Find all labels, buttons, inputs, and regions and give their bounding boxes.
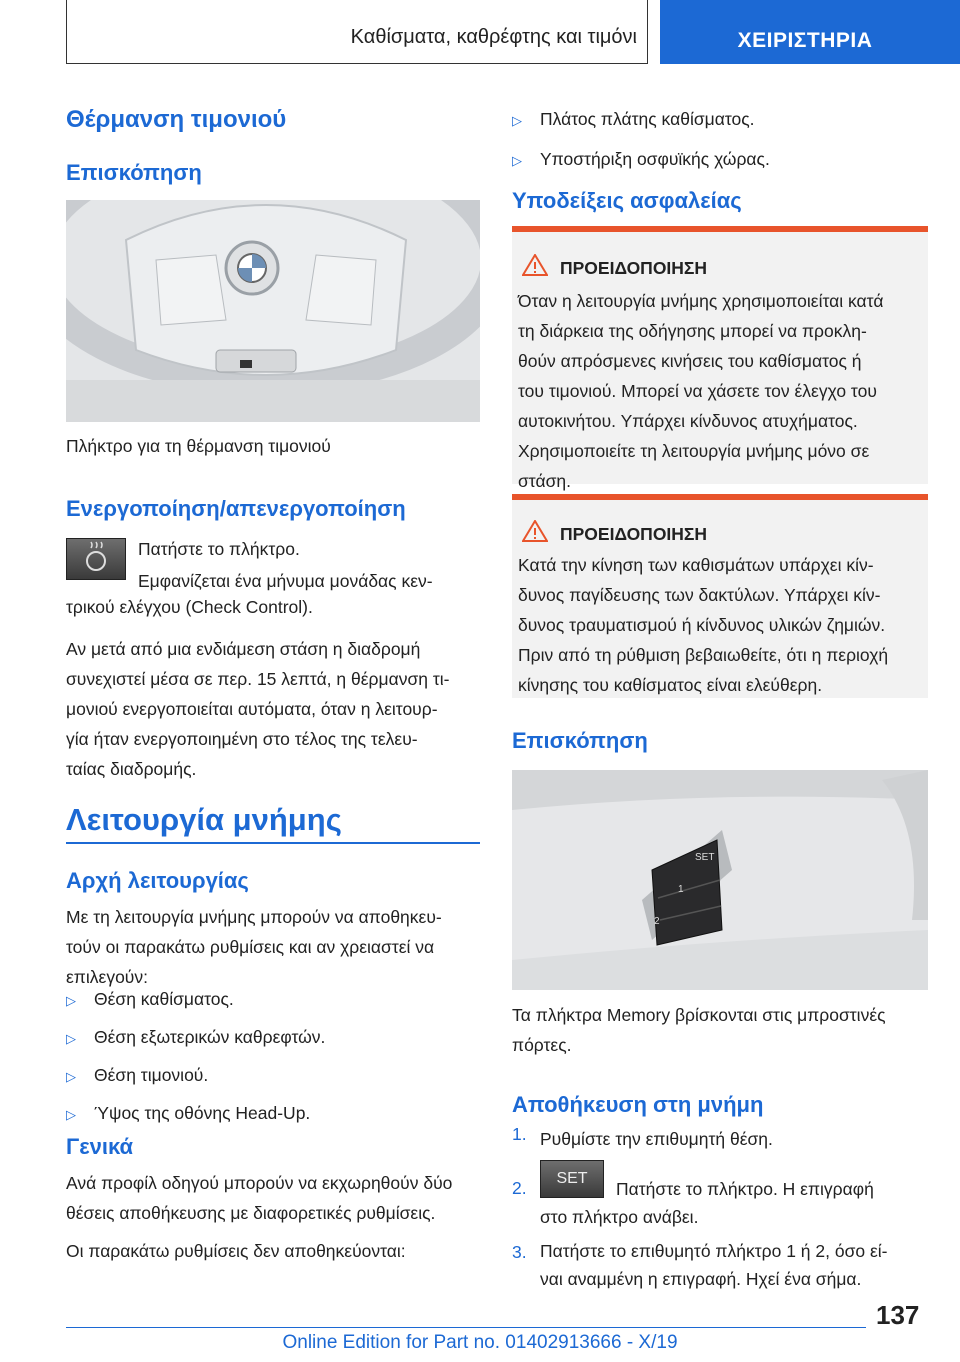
triangle-bullet-icon: ▷ [512,153,522,168]
page-number: 137 [876,1300,920,1330]
triangle-bullet-icon: ▷ [66,1031,76,1046]
step-3-number: 3. [512,1242,527,1262]
footer-edition-text: Online Edition for Part no. 01402913666 - X/19 [282,1332,678,1353]
heading-safety: Υποδείξεις ασφαλείας [512,188,742,213]
not-stored-list [512,104,770,176]
warning-title: ΠΡΟΕΙΔΟΠΟΙΗΣΗ [560,524,708,544]
image-caption-2: Τα πλήκτρα Memory βρίσκονται στις μπροστινές πόρτες. [512,1005,886,1055]
heading-overview: Επισκόπηση [66,160,202,185]
warning-title: ΠΡΟΕΙΔΟΠΟΙΗΣΗ [560,258,708,278]
memory-buttons-image [512,770,928,990]
warning-bar [512,226,928,232]
heading-rule [66,842,480,844]
heating-button-icon [66,538,126,580]
memory-2-label: 2 [654,916,660,927]
triangle-bullet-icon: ▷ [512,113,522,128]
warning-box-1 [512,226,928,491]
step-2-text: Πατήστε το πλήκτρο. Η επιγραφή [616,1179,874,1199]
step-1: 1. Ρυθμίστε την επιθυμητή θέση. [512,1124,773,1149]
chapter-title: Καθίσματα, καθρέφτης και τιμόνι [350,26,637,48]
list-item: ▷ Ύψος της οθόνης Head-Up. [66,1098,325,1130]
step-2-text-2: στο πλήκτρο ανάβει. [540,1207,699,1227]
memory-1-label: 1 [678,884,684,895]
section-tab[interactable] [660,0,960,64]
principle-paragraph: Με τη λειτουργία μνήμης μπορούν να αποθηκευ- τούν οι παρακάτω ρυθμίσεις και αν χρειαστεί να επιλεγούν: [66,907,442,987]
warning-text: Κατά την κίνηση των καθισμάτων υπάρχει κίν- δυνος παγίδευσης των δακτύλων. Υπάρχει κίν- δυνος τραυματισμού ή κίνδυνος υλικών ζημιών. Πριν από τη ρύθμιση βεβαιωθείτε, ότι η περιοχή κίνησης του καθίσματος είναι ελεύθερη. [518,555,889,695]
triangle-bullet-icon: ▷ [66,993,76,1008]
heading-principle: Αρχή λειτουργίας [66,868,249,893]
auto-heating-paragraph: Αν μετά από μια ενδιάμεση στάση η διαδρομή συνεχιστεί μέσα σε περ. 15 λεπτά, η θέρμανση τι- μονιού ενεργοποιείται αυτόματα, όταν η λειτουρ- γία ήταν ενεργοποιημένη στο τέλος της τελευ- ταίας διαδρομής. [66,639,450,779]
section-label: ΧΕΙΡΙΣΤΗΡΙΑ [737,29,873,52]
stored-settings-list [66,984,325,1130]
list-item: ▷ Πλάτος πλάτης καθίσματος. [512,104,770,136]
list-item: ▷ Υποστήριξη οσφυϊκής χώρας. [512,144,770,176]
footer-rule [66,1327,866,1328]
heading-overview-2: Επισκόπηση [512,728,648,753]
step-3-text: Πατήστε το επιθυμητό πλήκτρο 1 ή 2, όσο εί- [540,1241,888,1261]
header-frame [66,0,648,64]
triangle-bullet-icon: ▷ [66,1107,76,1122]
list-item: ▷ Θέση εξωτερικών καθρεφτών. [66,1022,325,1054]
set-button-icon: SET [540,1160,604,1198]
step-3-text-2: ναι αναμμένη η επιγραφή. Ηχεί ένα σήμα. [540,1269,862,1289]
heading-on-off: Ενεργοποίηση/απενεργοποίηση [66,496,406,521]
triangle-bullet-icon: ▷ [66,1069,76,1084]
warning-box-2 [512,494,928,698]
heading-general: Γενικά [66,1134,134,1159]
message-text-1: Εμφανίζεται ένα μήνυμα μονάδας κεν- [138,571,433,591]
list-item: ▷ Θέση τιμονιού. [66,1060,325,1092]
image-caption: Πλήκτρο για τη θέρμανση τιμονιού [66,436,331,456]
warning-text: Όταν η λειτουργία μνήμης χρησιμοποιείται κατά τη διάρκεια της οδήγησης μπορεί να προκλη- θούν απρόσμενες κινήσεις του καθίσματος ή του τιμονιού. Μπορεί να χάσετε τον έλεγχο του αυτοκινήτου. Υπάρχει κίνδυνος ατυχήματος. Χρησιμοποιείτε τη λειτουργία μνήμης μόνο σε στάση. [518,291,884,491]
warning-bar [512,494,928,500]
message-text-2: τρικού ελέγχου (Check Control). [66,597,313,617]
heading-memory-function: Λειτουργία μνήμης [66,802,342,837]
list-item: ▷ Θέση καθίσματος. [66,984,325,1016]
heading-store-memory: Αποθήκευση στη μνήμη [512,1092,764,1117]
step-2-number: 2. [512,1178,527,1198]
warning-icon [522,520,548,547]
set-label: SET [695,852,715,863]
heading-steering-heating: Θέρμανση τιμονιού [66,106,287,133]
general-paragraph: Ανά προφίλ οδηγού μπορούν να εκχωρηθούν δύο θέσεις αποθήκευσης με διαφορετικές ρυθμίσεις. [66,1173,453,1223]
press-button-text: Πατήστε το πλήκτρο. [138,539,300,559]
warning-icon [522,254,548,281]
not-stored-text: Οι παρακάτω ρυθμίσεις δεν αποθηκεύονται: [66,1241,406,1261]
steering-wheel-image [66,200,480,422]
